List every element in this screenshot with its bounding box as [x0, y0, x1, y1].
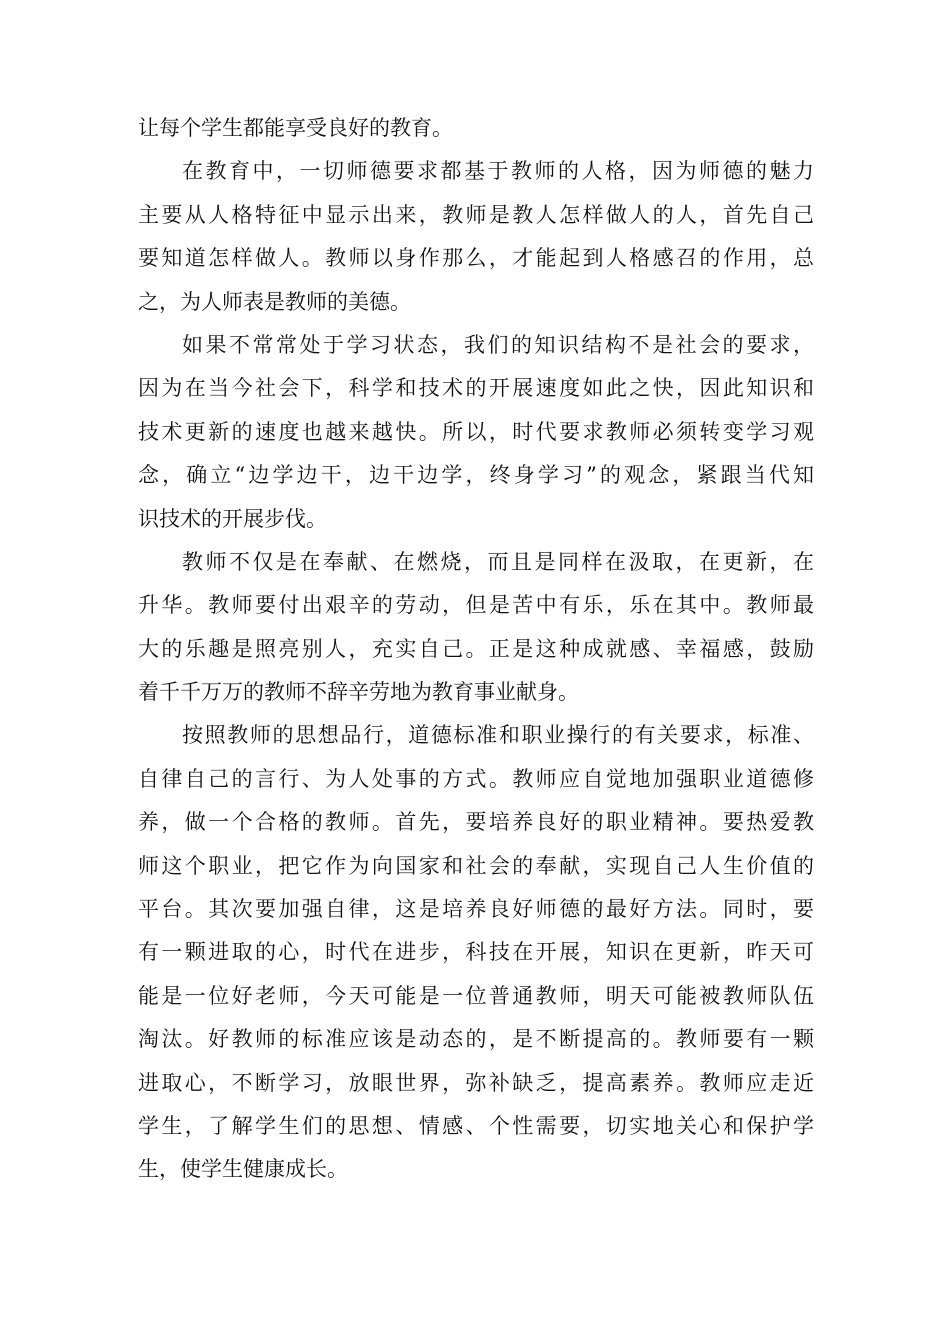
text-line: 技术更新的速度也越来越快。所以，时代要求教师必须转变学习观	[138, 419, 814, 444]
text-line: 教师不仅是在奉献、在燃烧，而且是同样在汲取，在更新，在	[182, 549, 814, 574]
paragraph	[138, 107, 814, 150]
text-line: 按照教师的思想品行，道德标准和职业操行的有关要求，标准、	[182, 723, 814, 748]
text-line: 着千千万万的教师不辞辛劳地为教育事业献身。	[138, 680, 579, 705]
text-line: 念，确立“边学边干，边干边学，终身学习”的观念，紧跟当代知	[138, 463, 814, 488]
text-line: 要知道怎样做人。教师以身作那么，才能起到人格感召的作用，总	[138, 246, 814, 271]
paragraph	[138, 541, 814, 715]
text-line: 养，做一个合格的教师。首先，要培养良好的职业精神。要热爱教	[138, 810, 814, 835]
document-body	[138, 107, 814, 1192]
text-line: 让每个学生都能享受良好的教育。	[138, 116, 453, 140]
text-line: 因为在当今社会下，科学和技术的开展速度如此之快，因此知识和	[138, 376, 814, 401]
text-line: 有一颗进取的心，时代在进步，科技在开展，知识在更新，昨天可	[138, 940, 814, 965]
text-line: 淘汰。好教师的标准应该是动态的，是不断提高的。教师要有一颗	[138, 1027, 814, 1052]
text-line: 生，使学生健康成长。	[138, 1157, 348, 1182]
text-line: 识技术的开展步伐。	[138, 506, 327, 531]
text-line: 学生，了解学生们的思想、情感、个性需要，切实地关心和保护学	[138, 1113, 814, 1138]
text-line: 自律自己的言行、为人处事的方式。教师应自觉地加强职业道德修	[138, 766, 814, 791]
text-line: 进取心，不断学习，放眼世界，弥补缺乏，提高素养。教师应走近	[138, 1070, 814, 1095]
text-line: 之，为人师表是教师的美德。	[138, 289, 411, 314]
paragraph	[138, 150, 814, 324]
text-line: 在教育中，一切师德要求都基于教师的人格，因为师德的魅力	[182, 159, 814, 184]
text-line: 师这个职业，把它作为向国家和社会的奉献，实现自己人生价值的	[138, 853, 814, 878]
text-line: 大的乐趣是照亮别人，充实自己。正是这种成就感、幸福感，鼓励	[138, 636, 814, 661]
text-line: 升华。教师要付出艰辛的劳动，但是苦中有乐，乐在其中。教师最	[138, 593, 814, 618]
text-line: 能是一位好老师，今天可能是一位普通教师，明天可能被教师队伍	[138, 983, 814, 1008]
text-line: 平台。其次要加强自律，这是培养良好师德的最好方法。同时，要	[138, 897, 814, 922]
text-line: 主要从人格特征中显示出来，教师是教人怎样做人的人，首先自己	[138, 202, 814, 227]
paragraph	[138, 324, 814, 541]
text-line: 如果不常常处于学习状态，我们的知识结构不是社会的要求，	[182, 332, 814, 357]
paragraph	[138, 714, 814, 1191]
